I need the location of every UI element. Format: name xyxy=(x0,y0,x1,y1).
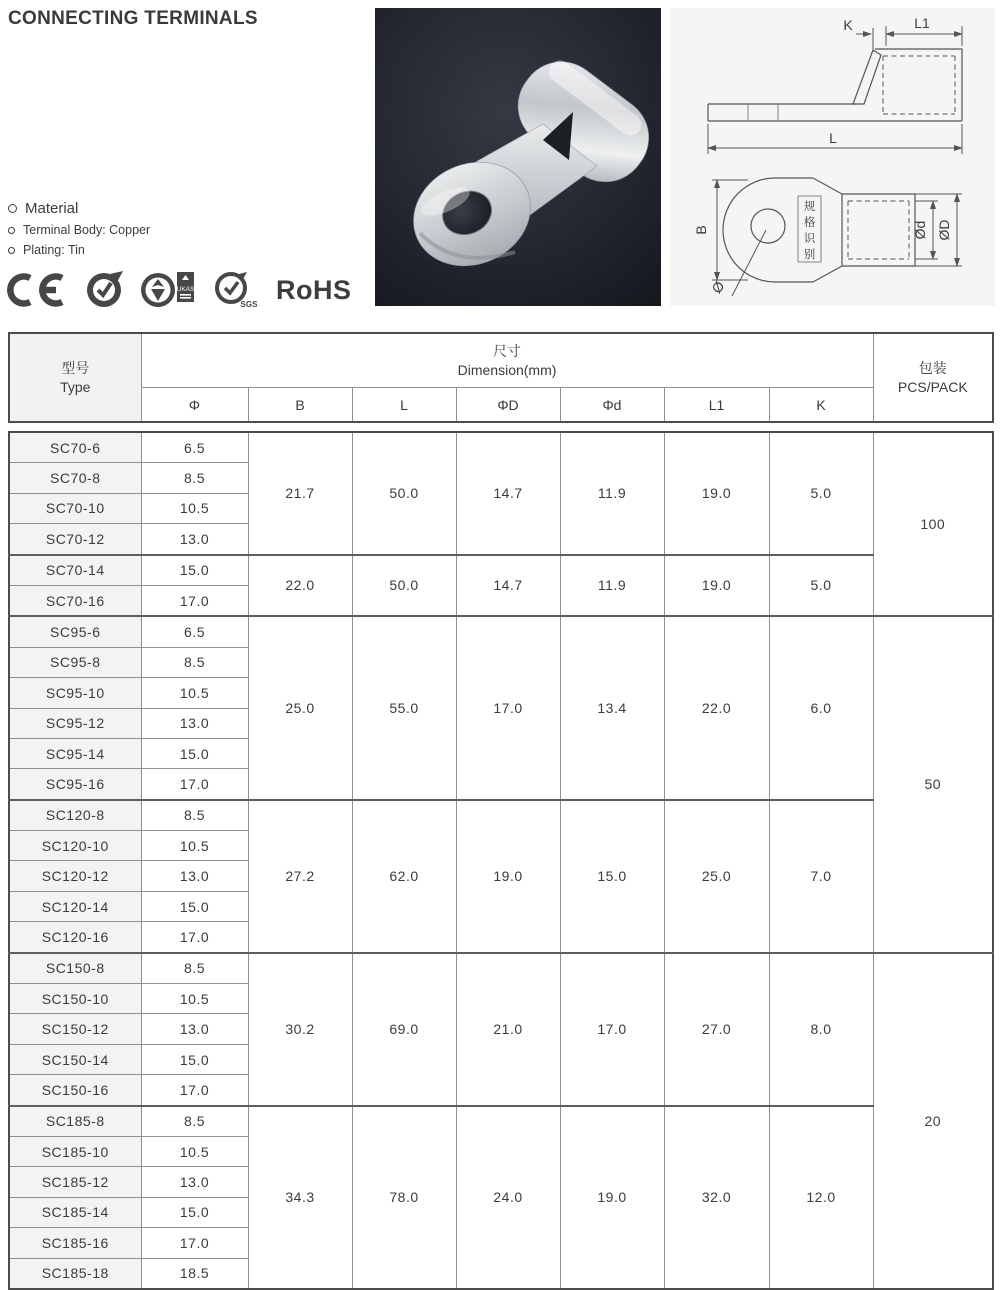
header-col-l1: L1 xyxy=(664,388,769,423)
header-pack-zh: 包装 xyxy=(918,359,947,376)
cell-dim-b: 25.0 xyxy=(248,616,352,799)
header-col-phid: ΦD xyxy=(456,388,560,423)
cell-type: SC120-14 xyxy=(9,891,141,921)
cell-type: SC70-16 xyxy=(9,585,141,616)
cell-type: SC70-10 xyxy=(9,493,141,523)
cell-dim-phid: 21.0 xyxy=(456,953,560,1106)
cell-phi: 8.5 xyxy=(141,1106,248,1137)
header-col-phi: Φ xyxy=(141,388,248,423)
cell-dim-k: 7.0 xyxy=(769,800,873,953)
cell-phi: 13.0 xyxy=(141,524,248,555)
cell-type: SC185-14 xyxy=(9,1197,141,1227)
header-col-phid-small: Φd xyxy=(560,388,664,423)
header-col-k: K xyxy=(769,388,873,423)
side-view xyxy=(708,15,962,154)
product-photo xyxy=(375,8,661,306)
header-pack xyxy=(873,333,993,422)
cell-dim-phid: 17.0 xyxy=(456,616,560,799)
cell-type: SC120-10 xyxy=(9,831,141,861)
spec-box-char-1: 规 xyxy=(803,201,816,213)
cell-phi: 15.0 xyxy=(141,891,248,921)
cell-phi: 15.0 xyxy=(141,1044,248,1074)
dimension-subheader-row xyxy=(9,388,993,423)
cell-dim-l1: 22.0 xyxy=(664,616,769,799)
header-type xyxy=(9,333,141,422)
table-row xyxy=(9,432,993,463)
cell-phi: 13.0 xyxy=(141,861,248,891)
cell-dim-b: 22.0 xyxy=(248,555,352,617)
cell-type: SC95-10 xyxy=(9,678,141,708)
sgs-label: SGS xyxy=(240,300,258,309)
cell-type: SC150-12 xyxy=(9,1014,141,1044)
cell-dim-k: 6.0 xyxy=(769,616,873,799)
dim-label-k: K xyxy=(843,17,853,33)
cell-phi: 10.5 xyxy=(141,984,248,1014)
cell-pack: 20 xyxy=(873,953,993,1289)
material-item-plating: Plating: Tin xyxy=(23,243,85,257)
ukas-label: UKAS xyxy=(176,286,195,293)
header-dimension-zh: 尺寸 xyxy=(493,342,522,359)
cell-type: SC70-14 xyxy=(9,555,141,586)
cell-pack: 50 xyxy=(873,616,993,952)
cell-phi: 13.0 xyxy=(141,1014,248,1044)
table-row xyxy=(9,616,993,647)
cell-type: SC150-10 xyxy=(9,984,141,1014)
cell-type: SC95-12 xyxy=(9,708,141,738)
cell-dim-l: 69.0 xyxy=(352,953,456,1106)
cell-type: SC95-8 xyxy=(9,647,141,677)
cell-dim-l1: 32.0 xyxy=(664,1106,769,1289)
header-col-l: L xyxy=(352,388,456,423)
material-heading: Material xyxy=(25,200,79,217)
spec-box-char-3: 识 xyxy=(803,233,816,245)
dim-label-l: L xyxy=(829,130,837,146)
cell-phi: 8.5 xyxy=(141,953,248,984)
cell-phi: 17.0 xyxy=(141,1075,248,1106)
cell-dim-l1: 25.0 xyxy=(664,800,769,953)
cell-phi: 17.0 xyxy=(141,585,248,616)
cell-pack: 100 xyxy=(873,432,993,616)
cell-type: SC150-16 xyxy=(9,1075,141,1106)
table-row xyxy=(9,800,993,831)
cell-dim-phid: 24.0 xyxy=(456,1106,560,1289)
cell-type: SC185-16 xyxy=(9,1228,141,1258)
cell-dim-phid-small: 13.4 xyxy=(560,616,664,799)
sgs-badge-icon xyxy=(211,270,261,310)
table-row xyxy=(9,555,993,586)
cell-phi: 10.5 xyxy=(141,678,248,708)
cell-type: SC95-6 xyxy=(9,616,141,647)
cell-dim-phid-small: 11.9 xyxy=(560,432,664,555)
cell-type: SC70-12 xyxy=(9,524,141,555)
bullet-icon xyxy=(8,204,17,213)
cell-phi: 10.5 xyxy=(141,493,248,523)
cell-dim-l1: 19.0 xyxy=(664,432,769,555)
cell-phi: 8.5 xyxy=(141,800,248,831)
material-item-body: Terminal Body: Copper xyxy=(23,223,151,237)
technical-drawing xyxy=(670,8,995,306)
header-pack-en: PCS/PACK xyxy=(897,378,968,395)
cell-dim-b: 30.2 xyxy=(248,953,352,1106)
cell-phi: 17.0 xyxy=(141,922,248,953)
cell-phi: 8.5 xyxy=(141,647,248,677)
dim-label-o: Ø xyxy=(708,278,728,297)
quality-badge-icon xyxy=(83,269,125,311)
cell-type: SC70-8 xyxy=(9,463,141,493)
dim-label-od-small: Ød xyxy=(912,220,928,240)
cell-dim-k: 5.0 xyxy=(769,555,873,617)
cell-dim-k: 12.0 xyxy=(769,1106,873,1289)
rohs-label: RoHS xyxy=(276,274,352,305)
cell-dim-phid: 14.7 xyxy=(456,432,560,555)
cell-phi: 17.0 xyxy=(141,1228,248,1258)
terminal-lug-illustration xyxy=(375,8,661,306)
page-title: CONNECTING TERMINALS xyxy=(8,8,258,29)
cell-phi: 13.0 xyxy=(141,1167,248,1197)
dim-label-b: B xyxy=(693,225,709,235)
cell-dim-l: 50.0 xyxy=(352,555,456,617)
cell-dim-phid-small: 11.9 xyxy=(560,555,664,617)
cell-dim-b: 34.3 xyxy=(248,1106,352,1289)
cell-phi: 10.5 xyxy=(141,831,248,861)
cell-type: SC95-14 xyxy=(9,738,141,768)
header-type-en: Type xyxy=(60,378,91,395)
cell-type: SC185-18 xyxy=(9,1258,141,1289)
cell-dim-l: 55.0 xyxy=(352,616,456,799)
cell-dim-l1: 19.0 xyxy=(664,555,769,617)
cell-phi: 17.0 xyxy=(141,769,248,800)
cell-type: SC95-16 xyxy=(9,769,141,800)
dimension-table-header xyxy=(8,332,994,423)
header-col-b: B xyxy=(248,388,352,423)
spec-box-char-4: 别 xyxy=(803,249,816,261)
cell-type: SC185-10 xyxy=(9,1136,141,1166)
cell-dim-phid-small: 15.0 xyxy=(560,800,664,953)
cell-type: SC70-6 xyxy=(9,432,141,463)
cell-type: SC150-14 xyxy=(9,1044,141,1074)
header-type-zh: 型号 xyxy=(61,359,90,376)
dim-label-od-big: ØD xyxy=(936,219,952,241)
dimension-table xyxy=(8,332,992,1290)
cell-dim-l: 62.0 xyxy=(352,800,456,953)
cell-dim-l: 78.0 xyxy=(352,1106,456,1289)
bullet-icon xyxy=(8,247,15,254)
ce-mark-icon xyxy=(6,272,68,308)
cell-dim-phid-small: 19.0 xyxy=(560,1106,664,1289)
cell-phi: 8.5 xyxy=(141,463,248,493)
material-section xyxy=(8,200,150,263)
cell-type: SC120-16 xyxy=(9,922,141,953)
dimension-table-rows xyxy=(8,431,994,1290)
cell-dim-l1: 27.0 xyxy=(664,953,769,1106)
table-row xyxy=(9,1106,993,1137)
cell-phi: 15.0 xyxy=(141,738,248,768)
cell-type: SC185-12 xyxy=(9,1167,141,1197)
header-dimension xyxy=(141,333,873,388)
cell-dim-b: 21.7 xyxy=(248,432,352,555)
cell-dim-k: 5.0 xyxy=(769,432,873,555)
terminal-table-body xyxy=(9,432,993,1289)
cell-phi: 13.0 xyxy=(141,708,248,738)
front-view xyxy=(693,178,962,296)
cell-dim-phid: 14.7 xyxy=(456,555,560,617)
cell-phi: 15.0 xyxy=(141,555,248,586)
certification-logos xyxy=(6,268,352,312)
cell-type: SC185-8 xyxy=(9,1106,141,1137)
cell-dim-phid-small: 17.0 xyxy=(560,953,664,1106)
bullet-icon xyxy=(8,227,15,234)
cell-dim-phid: 19.0 xyxy=(456,800,560,953)
cell-phi: 15.0 xyxy=(141,1197,248,1227)
table-row xyxy=(9,953,993,984)
cell-phi: 6.5 xyxy=(141,432,248,463)
cell-dim-l: 50.0 xyxy=(352,432,456,555)
ukas-badge-icon xyxy=(140,269,196,311)
cell-type: SC150-8 xyxy=(9,953,141,984)
cell-dim-b: 27.2 xyxy=(248,800,352,953)
cell-dim-k: 8.0 xyxy=(769,953,873,1106)
spec-box-char-2: 格 xyxy=(803,217,816,229)
dim-label-l1: L1 xyxy=(914,15,930,31)
cell-phi: 10.5 xyxy=(141,1136,248,1166)
cell-phi: 18.5 xyxy=(141,1258,248,1289)
cell-type: SC120-12 xyxy=(9,861,141,891)
cell-phi: 6.5 xyxy=(141,616,248,647)
cell-type: SC120-8 xyxy=(9,800,141,831)
header-dimension-en: Dimension(mm) xyxy=(457,361,557,378)
